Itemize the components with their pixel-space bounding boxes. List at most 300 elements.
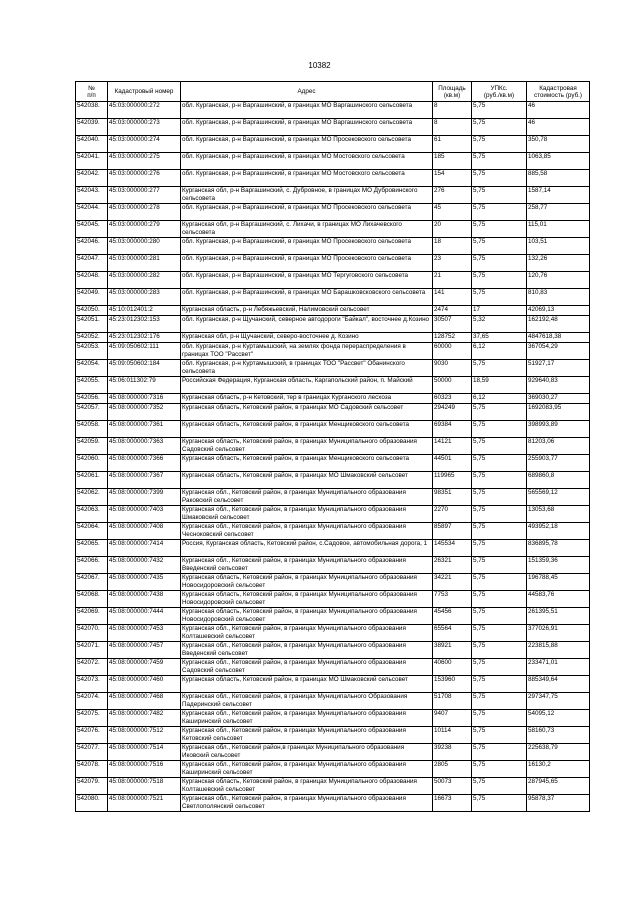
cadastral-cost-cell: 258,77 (527, 204, 590, 221)
upks-cell: 6,12 (472, 394, 527, 404)
cadastral-cost-cell: 151359,36 (527, 557, 590, 574)
area-cell: 2805 (433, 761, 472, 778)
cadastral-number-cell: 45:09:050602:184 (108, 360, 181, 377)
cadastral-cost-cell: 369030,27 (527, 394, 590, 404)
area-cell: 9407 (433, 710, 472, 727)
upks-cell: 17 (472, 306, 527, 316)
address-cell: Курганская обл., Кетовский район, в границах Муниципального образования Шмаковский сельсовет (181, 506, 433, 523)
cadastral-cost-cell: 493952,18 (527, 523, 590, 540)
address-cell: Курганская область, Кетовский район, в границах Менщиковского сельсовета (181, 421, 433, 438)
cadastral-cost-cell: 46 (527, 102, 590, 119)
upks-cell: 5,75 (472, 255, 527, 272)
upks-cell: 5,75 (472, 761, 527, 778)
upks-cell: 5,75 (472, 170, 527, 187)
area-cell: 2270 (433, 506, 472, 523)
row-number-cell: 542057. (76, 404, 108, 421)
area-cell: 26321 (433, 557, 472, 574)
address-cell: Курганская область, Кетовский район, в границах Муниципального образования Колташевский сельсовет (181, 778, 433, 795)
cadastral-number-cell: 45:08:000000:7516 (108, 761, 181, 778)
cadastral-number-cell: 45:06:011302:79 (108, 377, 181, 394)
cadastral-number-cell: 45:09:050602:111 (108, 343, 181, 360)
row-number-cell: 542078. (76, 761, 108, 778)
upks-cell: 5,75 (472, 693, 527, 710)
address-cell: Курганская обл., Кетовский район, в границах Муниципального образования Раковский сельсовет (181, 489, 433, 506)
cadastral-number-cell: 45:08:000000:7468 (108, 693, 181, 710)
table-row (76, 710, 590, 727)
upks-cell: 5,75 (472, 506, 527, 523)
area-cell: 16673 (433, 795, 472, 812)
table-row (76, 693, 590, 710)
cadastral-cost-cell: 297347,75 (527, 693, 590, 710)
table-row (76, 727, 590, 744)
cadastral-number-cell: 45:08:000000:7518 (108, 778, 181, 795)
address-cell: обл. Курганская, р-н Варгашинский, в границах МО Просековского сельсовета (181, 136, 433, 153)
table-row (76, 289, 590, 306)
area-cell: 50073 (433, 778, 472, 795)
cadastral-number-cell: 45:03:000000:280 (108, 238, 181, 255)
row-number-cell: 542079. (76, 778, 108, 795)
cadastral-number-cell: 45:08:000000:7399 (108, 489, 181, 506)
cadastral-cost-cell: 196788,45 (527, 574, 590, 591)
table-row (76, 642, 590, 659)
address-cell: Курганская область, Кетовский район, в границах Муниципального образования Новосидоровский сельсовет (181, 591, 433, 608)
address-cell: Курганская обл., Кетовский район, в границах Муниципального образования Введенский сельсовет (181, 557, 433, 574)
upks-cell: 5,75 (472, 574, 527, 591)
row-number-cell: 542065. (76, 540, 108, 557)
address-cell: Курганская обл., Кетовский район, в границах Муниципального образования Садовский сельсовет (181, 659, 433, 676)
address-cell: обл. Курганская, р-н Варгашинский, в границах МО Варгашинского сельсовета (181, 119, 433, 136)
row-number-cell: 542062. (76, 489, 108, 506)
table-row (76, 102, 590, 119)
row-number-cell: 542048. (76, 272, 108, 289)
address-cell: Курганская область, Кетовский район, в границах Муниципального образования Новосидоровский сельсовет (181, 608, 433, 625)
upks-cell: 5,75 (472, 272, 527, 289)
row-number-cell: 542047. (76, 255, 108, 272)
row-number-cell: 542045. (76, 221, 108, 238)
row-number-cell: 542073. (76, 676, 108, 693)
cadastral-cost-cell: 377026,91 (527, 625, 590, 642)
address-cell: обл. Курганская, р-н Варгашинский, в границах МО Просековского сельсовета (181, 204, 433, 221)
upks-cell: 5,75 (472, 642, 527, 659)
cadastral-number-cell: 45:08:000000:7453 (108, 625, 181, 642)
area-cell: 2474 (433, 306, 472, 316)
table-row (76, 744, 590, 761)
upks-cell: 5,75 (472, 523, 527, 540)
table-row (76, 795, 590, 812)
cadastral-cost-cell: 16130,2 (527, 761, 590, 778)
upks-cell: 5,75 (472, 625, 527, 642)
cadastral-number-cell: 45:08:000000:7414 (108, 540, 181, 557)
cadastral-cost-cell: 689860,8 (527, 472, 590, 489)
row-number-cell: 542040. (76, 136, 108, 153)
cadastral-number-cell: 45:08:000000:7316 (108, 394, 181, 404)
page-number: 10382 (308, 61, 331, 70)
upks-cell: 5,75 (472, 676, 527, 693)
area-cell: 294249 (433, 404, 472, 421)
address-cell: Курганская обл, р-н Щучанский, северо-восточнее д. Козино (181, 333, 433, 343)
upks-cell: 5,75 (472, 472, 527, 489)
address-cell: Курганская обл., Кетовский район, в границах Муниципального образования Каширинский сельсовет (181, 710, 433, 727)
cadastral-cost-cell: 115,01 (527, 221, 590, 238)
table-row (76, 343, 590, 360)
address-cell: обл. Курганская, р-н Варгашинский, в границах МО Тергуговского сельсовета (181, 272, 433, 289)
cadastral-number-cell: 45:23:012302:153 (108, 316, 181, 333)
address-cell: обл. Курганская, р-н Варгашинский, в границах МО Варгашинского сельсовета (181, 102, 433, 119)
upks-cell: 5,75 (472, 404, 527, 421)
table-header-row (76, 82, 590, 102)
upks-cell: 5,75 (472, 710, 527, 727)
cadastral-cost-cell: 233471,01 (527, 659, 590, 676)
row-number-cell: 542052. (76, 333, 108, 343)
cadastral-cost-cell: 44583,76 (527, 591, 590, 608)
cadastral-number-cell: 45:03:000000:276 (108, 170, 181, 187)
cadastral-number-cell: 45:03:000000:277 (108, 187, 181, 204)
area-cell: 20 (433, 221, 472, 238)
address-cell: Курганская обл, р-н Варгашинский, с. Лихачи, в границах МО Лихачевского сельсовета (181, 221, 433, 238)
address-cell: Курганская обл., Кетовский район, в границах Муниципального Образования Падеринский сельсовет (181, 693, 433, 710)
area-cell: 23 (433, 255, 472, 272)
address-cell: Курганская обл., Кетовский район, в границах Муниципального образования Колташевский сельсовет (181, 625, 433, 642)
area-cell: 154 (433, 170, 472, 187)
cadastral-cost-cell: 4847618,38 (527, 333, 590, 343)
cadastral-number-cell: 45:08:000000:7438 (108, 591, 181, 608)
table-row (76, 523, 590, 540)
address-cell: Курганская обл., Кетовский район, в границах Муниципального образования Чесноковский сельсовет (181, 523, 433, 540)
upks-cell: 5,75 (472, 153, 527, 170)
address-cell: обл. Курганская, р-н Куртамышский, на землях фонда перераспределения в границах ТОО "Рассвет" (181, 343, 433, 360)
cadastral-cost-cell: 58160,73 (527, 727, 590, 744)
cadastral-cost-cell: 367054,29 (527, 343, 590, 360)
row-number-cell: 542068. (76, 591, 108, 608)
upks-cell: 5,75 (472, 540, 527, 557)
area-cell: 18 (433, 238, 472, 255)
row-number-cell: 542051. (76, 316, 108, 333)
upks-cell: 5,75 (472, 727, 527, 744)
upks-cell: 5,75 (472, 289, 527, 306)
cadastral-cost-cell: 103,51 (527, 238, 590, 255)
area-cell: 119965 (433, 472, 472, 489)
cadastral-number-cell: 45:08:000000:7361 (108, 421, 181, 438)
area-cell: 61 (433, 136, 472, 153)
row-number-cell: 542074. (76, 693, 108, 710)
cadastral-number-cell: 45:03:000000:274 (108, 136, 181, 153)
address-cell: обл. Курганская, р-н Варгашинский, в границах МО Барашковсковского сельсовета (181, 289, 433, 306)
cadastral-table (75, 81, 590, 812)
cadastral-cost-cell: 13053,68 (527, 506, 590, 523)
area-cell: 30507 (433, 316, 472, 333)
cadastral-cost-cell: 81203,06 (527, 438, 590, 455)
area-cell: 34221 (433, 574, 472, 591)
upks-cell: 5,75 (472, 421, 527, 438)
upks-cell: 5,75 (472, 221, 527, 238)
table-row (76, 316, 590, 333)
address-cell: Курганская область, Кетовский район, в границах МО Шмаковский сельсовет (181, 676, 433, 693)
address-cell: обл. Курганская, р-н Варгашинский, в границах МО Просековского сельсовета (181, 255, 433, 272)
cadastral-cost-cell: 51927,17 (527, 360, 590, 377)
row-number-cell: 542064. (76, 523, 108, 540)
row-number-cell: 542080. (76, 795, 108, 812)
address-cell: Курганская область, р-н Кетовский, тер в границах Курганского лесхоза (181, 394, 433, 404)
area-cell: 8 (433, 119, 472, 136)
cadastral-number-cell: 45:03:000000:283 (108, 289, 181, 306)
upks-cell: 5,75 (472, 360, 527, 377)
address-cell: Курганская область, р-н Лебяжьевский, Налимовский сельсовет (181, 306, 433, 316)
table-row (76, 170, 590, 187)
table-row (76, 574, 590, 591)
row-number-cell: 542055. (76, 377, 108, 394)
address-cell: Россия, Курганская область, Кетовский район, с.Садовое, автомобильная дорога, 1 (181, 540, 433, 557)
table-row (76, 221, 590, 238)
cadastral-cost-cell: 162192,48 (527, 316, 590, 333)
row-number-cell: 542071. (76, 642, 108, 659)
cadastral-number-cell: 45:08:000000:7459 (108, 659, 181, 676)
table-row (76, 187, 590, 204)
table-row (76, 761, 590, 778)
cadastral-number-cell: 45:03:000000:281 (108, 255, 181, 272)
upks-cell: 5,75 (472, 608, 527, 625)
row-number-cell: 542043. (76, 187, 108, 204)
area-cell: 10114 (433, 727, 472, 744)
cadastral-cost-cell: 255903,77 (527, 455, 590, 472)
row-number-cell: 542067. (76, 574, 108, 591)
header-cadastral: Кадастровый номер (108, 82, 181, 102)
row-number-cell: 542072. (76, 659, 108, 676)
table-row (76, 204, 590, 221)
address-cell: Курганская обл., Кетовский район, в границах Муниципального образования Каширинский сельсовет (181, 761, 433, 778)
row-number-cell: 542076. (76, 727, 108, 744)
row-number-cell: 542058. (76, 421, 108, 438)
row-number-cell: 542060. (76, 455, 108, 472)
table-row (76, 360, 590, 377)
area-cell: 39238 (433, 744, 472, 761)
address-cell: Курганская область, Кетовский район, в границах Менщиковского сельсовета (181, 455, 433, 472)
cadastral-number-cell: 45:23:012302:176 (108, 333, 181, 343)
address-cell: Курганская обл., Кетовский район, в границах Муниципального образования Введенский сельсовет (181, 642, 433, 659)
cadastral-cost-cell: 836895,78 (527, 540, 590, 557)
area-cell: 45456 (433, 608, 472, 625)
cadastral-number-cell: 45:08:000000:7432 (108, 557, 181, 574)
row-number-cell: 542070. (76, 625, 108, 642)
table-row (76, 394, 590, 404)
row-number-cell: 542049. (76, 289, 108, 306)
cadastral-number-cell: 45:08:000000:7521 (108, 795, 181, 812)
area-cell: 69384 (433, 421, 472, 438)
row-number-cell: 542042. (76, 170, 108, 187)
upks-cell: 37,65 (472, 333, 527, 343)
table-row (76, 306, 590, 316)
header-upks: УПКс. (руб./кв.м) (472, 82, 527, 102)
cadastral-number-cell: 45:08:000000:7366 (108, 455, 181, 472)
address-cell: Курганская обл., Кетовский район, в границах Муниципального образования Светлополянский сельсовет (181, 795, 433, 812)
cadastral-number-cell: 45:08:000000:7514 (108, 744, 181, 761)
row-number-cell: 542039. (76, 119, 108, 136)
area-cell: 85897 (433, 523, 472, 540)
table-row (76, 506, 590, 523)
table-row (76, 404, 590, 421)
area-cell: 38921 (433, 642, 472, 659)
table-row (76, 608, 590, 625)
table-row (76, 136, 590, 153)
row-number-cell: 542038. (76, 102, 108, 119)
row-number-cell: 542077. (76, 744, 108, 761)
upks-cell: 5,75 (472, 136, 527, 153)
cadastral-number-cell: 45:03:000000:279 (108, 221, 181, 238)
row-number-cell: 542063. (76, 506, 108, 523)
table-row (76, 557, 590, 574)
upks-cell: 5,75 (472, 591, 527, 608)
address-cell: обл. Курганская, р-н Варгашинский, в границах МО Мостовского сельсовета (181, 153, 433, 170)
table-row (76, 238, 590, 255)
upks-cell: 5,75 (472, 778, 527, 795)
cadastral-number-cell: 45:08:000000:7367 (108, 472, 181, 489)
table-row (76, 255, 590, 272)
row-number-cell: 542061. (76, 472, 108, 489)
table-row (76, 472, 590, 489)
cadastral-cost-cell: 1692083,95 (527, 404, 590, 421)
row-number-cell: 542054. (76, 360, 108, 377)
cadastral-cost-cell: 225638,79 (527, 744, 590, 761)
upks-cell: 18,59 (472, 377, 527, 394)
cadastral-number-cell: 45:08:000000:7512 (108, 727, 181, 744)
upks-cell: 5,75 (472, 795, 527, 812)
row-number-cell: 542044. (76, 204, 108, 221)
address-cell: Курганская область, Кетовский район, в границах МО Садовский сельсовет (181, 404, 433, 421)
upks-cell: 5,75 (472, 489, 527, 506)
cadastral-cost-cell: 223815,88 (527, 642, 590, 659)
table-row (76, 659, 590, 676)
table-row (76, 421, 590, 438)
cadastral-number-cell: 45:08:000000:7444 (108, 608, 181, 625)
cadastral-number-cell: 45:08:000000:7363 (108, 438, 181, 455)
row-number-cell: 542075. (76, 710, 108, 727)
area-cell: 141 (433, 289, 472, 306)
upks-cell: 5,75 (472, 119, 527, 136)
area-cell: 51708 (433, 693, 472, 710)
cadastral-cost-cell: 1063,85 (527, 153, 590, 170)
area-cell: 44501 (433, 455, 472, 472)
area-cell: 40600 (433, 659, 472, 676)
cadastral-cost-cell: 885,58 (527, 170, 590, 187)
cadastral-cost-cell: 565569,12 (527, 489, 590, 506)
address-cell: Курганская обл, р-н Варгашинский, с. Дубровное, в границах МО Дубровинского сельсовета (181, 187, 433, 204)
area-cell: 50000 (433, 377, 472, 394)
cadastral-number-cell: 45:03:000000:272 (108, 102, 181, 119)
upks-cell: 5,75 (472, 455, 527, 472)
upks-cell: 6,12 (472, 343, 527, 360)
cadastral-cost-cell: 132,26 (527, 255, 590, 272)
address-cell: Курганская обл., Кетовский район,в границах Муниципального образования Иковский сельсовет (181, 744, 433, 761)
header-area: Площадь (кв.м) (433, 82, 472, 102)
area-cell: 21 (433, 272, 472, 289)
cadastral-cost-cell: 42069,13 (527, 306, 590, 316)
table-row (76, 272, 590, 289)
cadastral-number-cell: 45:03:000000:278 (108, 204, 181, 221)
table-row (76, 489, 590, 506)
row-number-cell: 542056. (76, 394, 108, 404)
cadastral-number-cell: 45:08:000000:7457 (108, 642, 181, 659)
cadastral-cost-cell: 261395,51 (527, 608, 590, 625)
table-row (76, 591, 590, 608)
cadastral-number-cell: 45:03:000000:273 (108, 119, 181, 136)
area-cell: 145534 (433, 540, 472, 557)
cadastral-number-cell: 45:08:000000:7352 (108, 404, 181, 421)
area-cell: 185 (433, 153, 472, 170)
address-cell: Курганская область, Кетовский район, в границах МО Шмаковский сельсовет (181, 472, 433, 489)
address-cell: Курганская обл., Кетовский район, в границах Муниципального образования Кетовский сельсовет (181, 727, 433, 744)
cadastral-number-cell: 45:10:012401:2 (108, 306, 181, 316)
address-cell: Российская Федерация, Курганская область, Каргапольский район, п. Майский (181, 377, 433, 394)
address-cell: обл. Курганская, р-н Варгашинский, в границах МО Мостовского сельсовета (181, 170, 433, 187)
header-address: Адрес (181, 82, 433, 102)
cadastral-cost-cell: 885349,64 (527, 676, 590, 693)
row-number-cell: 542069. (76, 608, 108, 625)
cadastral-cost-cell: 398993,89 (527, 421, 590, 438)
header-cost: Кадастровая стоимость (руб.) (527, 82, 590, 102)
cadastral-cost-cell: 54095,12 (527, 710, 590, 727)
cadastral-cost-cell: 350,78 (527, 136, 590, 153)
address-cell: обл. Курганская, р-н Щучанский, северное автодороги "Байкал", восточнее д.Козино (181, 316, 433, 333)
cadastral-cost-cell: 810,83 (527, 289, 590, 306)
area-cell: 98351 (433, 489, 472, 506)
upks-cell: 5,75 (472, 438, 527, 455)
upks-cell: 5,32 (472, 316, 527, 333)
area-cell: 60000 (433, 343, 472, 360)
upks-cell: 5,75 (472, 744, 527, 761)
address-cell: Курганская область, Кетовский район, в границах Муниципального образования Новосидоровский сельсовет (181, 574, 433, 591)
area-cell: 9030 (433, 360, 472, 377)
upks-cell: 5,75 (472, 204, 527, 221)
table-row (76, 540, 590, 557)
table-row (76, 377, 590, 394)
area-cell: 276 (433, 187, 472, 204)
row-number-cell: 542046. (76, 238, 108, 255)
cadastral-cost-cell: 1587,14 (527, 187, 590, 204)
table-row (76, 676, 590, 693)
area-cell: 7753 (433, 591, 472, 608)
row-number-cell: 542066. (76, 557, 108, 574)
cadastral-cost-cell: 95878,37 (527, 795, 590, 812)
area-cell: 128752 (433, 333, 472, 343)
row-number-cell: 542050. (76, 306, 108, 316)
cadastral-cost-cell: 120,76 (527, 272, 590, 289)
area-cell: 65564 (433, 625, 472, 642)
cadastral-cost-cell: 287945,65 (527, 778, 590, 795)
cadastral-number-cell: 45:03:000000:282 (108, 272, 181, 289)
address-cell: Курганская область, Кетовский район, в границах Муниципального образования Садовский сельсовет (181, 438, 433, 455)
table-row (76, 153, 590, 170)
table-row (76, 333, 590, 343)
cadastral-number-cell: 45:03:000000:275 (108, 153, 181, 170)
table-row (76, 119, 590, 136)
table-row (76, 438, 590, 455)
address-cell: обл. Курганская, р-н Куртамышский, в границах ТОО "Рассвет" Обанинского сельсовета (181, 360, 433, 377)
row-number-cell: 542059. (76, 438, 108, 455)
row-number-cell: 542053. (76, 343, 108, 360)
upks-cell: 5,75 (472, 187, 527, 204)
upks-cell: 5,75 (472, 659, 527, 676)
table-row (76, 455, 590, 472)
address-cell: обл. Курганская, р-н Варгашинский, в границах МО Просековского сельсовета (181, 238, 433, 255)
area-cell: 14121 (433, 438, 472, 455)
cadastral-number-cell: 45:08:000000:7482 (108, 710, 181, 727)
header-num: № п/п (76, 82, 108, 102)
upks-cell: 5,75 (472, 238, 527, 255)
cadastral-number-cell: 45:08:000000:7460 (108, 676, 181, 693)
cadastral-cost-cell: 46 (527, 119, 590, 136)
cadastral-number-cell: 45:08:000000:7435 (108, 574, 181, 591)
table-row (76, 625, 590, 642)
cadastral-cost-cell: 929640,83 (527, 377, 590, 394)
